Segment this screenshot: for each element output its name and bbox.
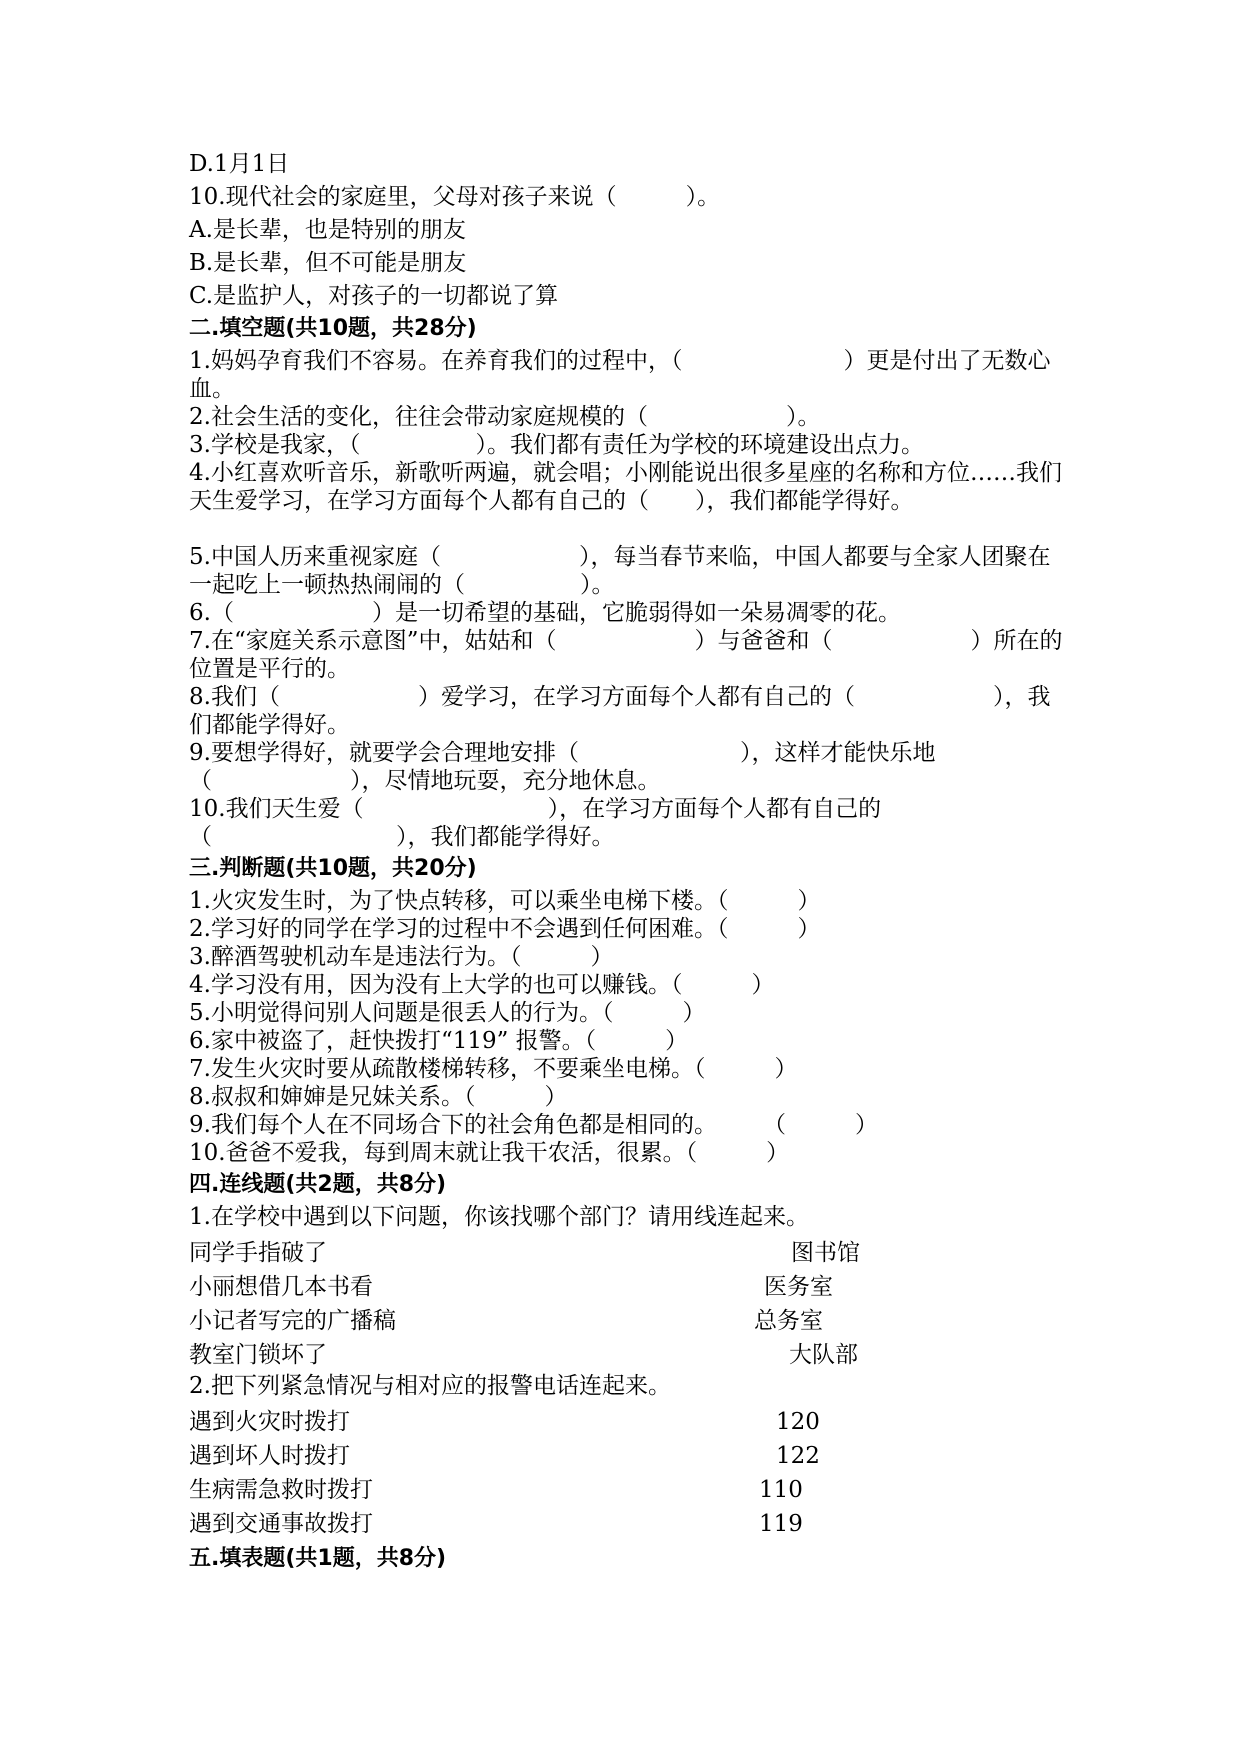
judge-item: 4.学习没有用，因为没有上大学的也可以赚钱。（ ） (189, 972, 775, 998)
exam-content (189, 150, 1089, 1577)
question-10-option-a: A.是长辈，也是特别的朋友 (189, 217, 466, 243)
fill-item: 6.（ ）是一切希望的基础，它脆弱得如一朵易凋零的花。 (189, 600, 901, 626)
fill-item: 2.社会生活的变化，往往会带动家庭规模的（ ）。 (189, 404, 821, 430)
match-left-item: 遇到坏人时拨打 (189, 1443, 350, 1469)
fill-item: 9.要想学得好，就要学会合理地安排（ ），这样才能快乐地（ ），尽情地玩耍，充分地休息。 (189, 740, 936, 794)
fill-item: 8.我们（ ）爱学习，在学习方面每个人都有自己的（ ），我们都能学得好。 (189, 684, 1051, 738)
match-left-item: 遇到交通事故拨打 (189, 1511, 373, 1537)
match-row (189, 1270, 1089, 1304)
fill-item: 7.在“家庭关系示意图”中，姑姑和（ ）与爸爸和（ ）所在的位置是平行的。 (189, 628, 1063, 682)
match-left-item: 小丽想借几本书看 (189, 1274, 373, 1300)
judge-item: 8.叔叔和婶婶是兄妹关系。（ ） (189, 1084, 568, 1110)
judge-item: 10.爸爸不爱我，每到周末就让我干农活，很累。（ ） (189, 1140, 790, 1166)
matching-question-2-stem: 2.把下列紧急情况与相对应的报警电话连起来。 (189, 1373, 671, 1399)
matching-question-1-stem: 1.在学校中遇到以下问题，你该找哪个部门？请用线连起来。 (189, 1204, 809, 1230)
judge-item: 1.火灾发生时，为了快点转移，可以乘坐电梯下楼。（ ） (189, 888, 821, 914)
match-row (189, 1236, 1089, 1270)
fill-item: 4.小红喜欢听音乐，新歌听两遍，就会唱；小刚能说出很多星座的名称和方位……我们天生爱学习，在学习方面每个人都有自己的（ ），我们都能学得好。 (189, 460, 1062, 514)
match-left-item: 同学手指破了 (189, 1240, 327, 1266)
section-3-title: 三.判断题(共10题，共20分) (189, 856, 477, 881)
match-left-item: 教室门锁坏了 (189, 1342, 327, 1368)
match-left-item: 遇到火灾时拨打 (189, 1409, 350, 1435)
match-right-item: 总务室 (754, 1308, 823, 1334)
match-row (189, 1405, 1089, 1439)
section-5-title: 五.填表题(共1题，共8分) (189, 1546, 447, 1571)
match-row (189, 1507, 1089, 1541)
match-right-item: 119 (759, 1511, 803, 1537)
question-10-option-c: C.是监护人，对孩子的一切都说了算 (189, 283, 559, 309)
fill-item: 3.学校是我家，（ ）。我们都有责任为学校的环境建设出点力。 (189, 432, 924, 458)
judge-item: 3.醉酒驾驶机动车是违法行为。（ ） (189, 944, 614, 970)
match-right-item: 医务室 (764, 1274, 833, 1300)
section-4-title: 四.连线题(共2题，共8分) (189, 1172, 447, 1197)
question-10-option-b: B.是长辈，但不可能是朋友 (189, 250, 467, 276)
fill-item: 5.中国人历来重视家庭（ ），每当春节来临，中国人都要与全家人团聚在一起吃上一顿热热闹闹的（ ）。 (189, 544, 1051, 598)
fill-item: 1.妈妈孕育我们不容易。在养育我们的过程中，（ ）更是付出了无数心血。 (189, 348, 1051, 402)
match-row (189, 1338, 1089, 1372)
option-d: D.1月1日 (189, 151, 290, 177)
match-left-item: 生病需急救时拨打 (189, 1477, 373, 1503)
match-right-item: 120 (776, 1409, 820, 1435)
judge-item: 7.发生火灾时要从疏散楼梯转移，不要乘坐电梯。（ ） (189, 1056, 798, 1082)
judge-item: 9.我们每个人在不同场合下的社会角色都是相同的。 （ ） (189, 1112, 878, 1138)
match-row (189, 1473, 1089, 1507)
judge-item: 2.学习好的同学在学习的过程中不会遇到任何困难。（ ） (189, 916, 821, 942)
judge-item: 6.家中被盗了，赶快拨打“119” 报警。（ ） (189, 1028, 689, 1054)
match-right-item: 大队部 (789, 1342, 858, 1368)
match-row (189, 1439, 1089, 1473)
judge-item: 5.小明觉得问别人问题是很丢人的行为。（ ） (189, 1000, 706, 1026)
section-2-title: 二.填空题(共10题，共28分) (189, 316, 477, 341)
question-10-stem: 10.现代社会的家庭里，父母对孩子来说（ ）。 (189, 184, 721, 210)
fill-item: 10.我们天生爱（ ），在学习方面每个人都有自己的（ ），我们都能学得好。 (189, 796, 882, 850)
match-left-item: 小记者写完的广播稿 (189, 1308, 396, 1334)
match-right-item: 122 (776, 1443, 820, 1469)
match-right-item: 110 (759, 1477, 803, 1503)
match-row (189, 1304, 1089, 1338)
match-right-item: 图书馆 (791, 1240, 860, 1266)
